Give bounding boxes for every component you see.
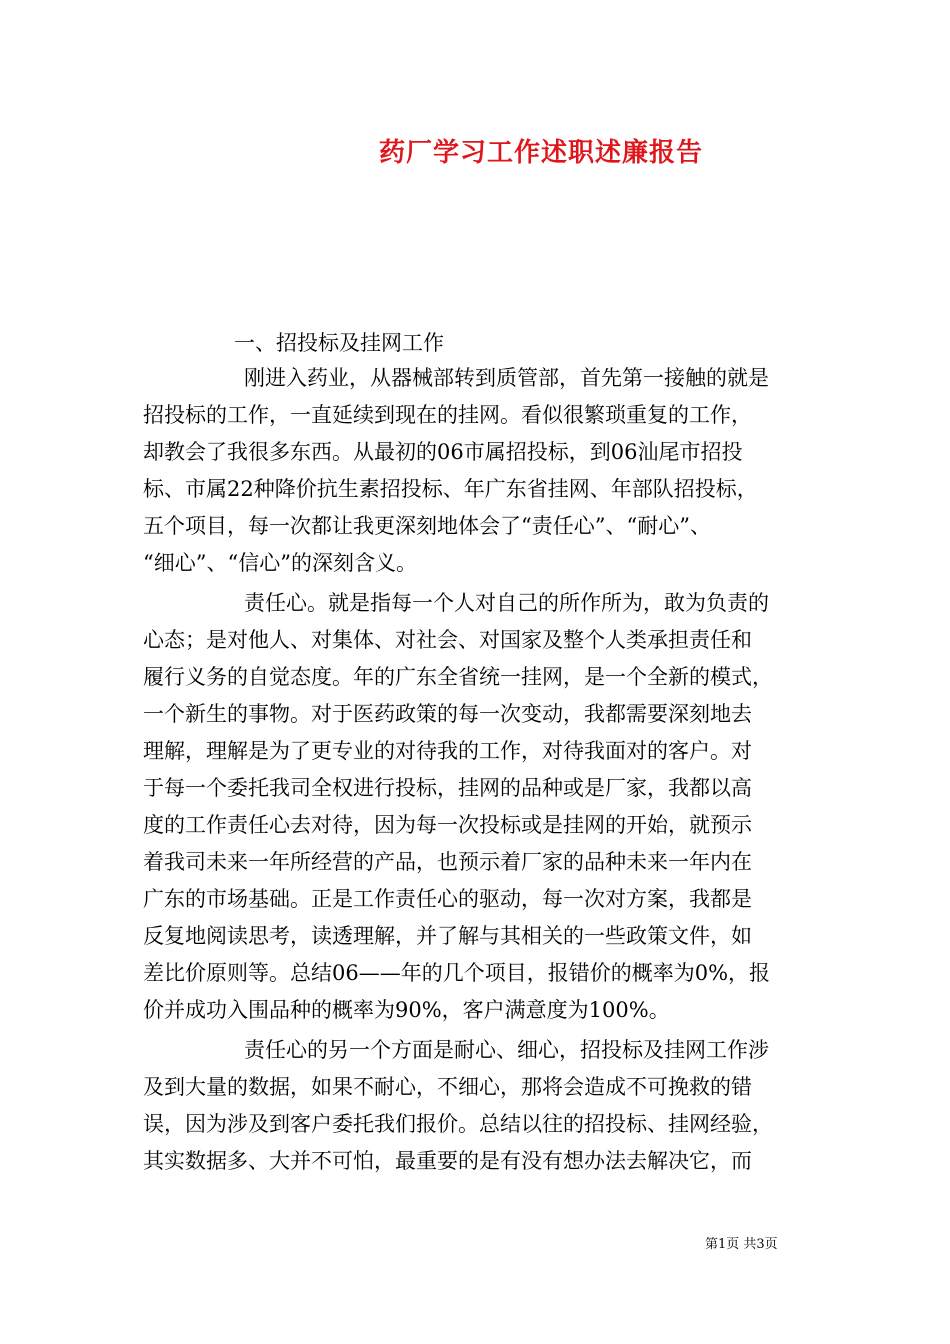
- paragraph-line: 心态；是对他人、对集体、对社会、对国家及整个人类承担责任和: [143, 628, 752, 652]
- paragraph-line: 理解，理解是为了更专业的对待我的工作，对待我面对的客户。对: [143, 739, 752, 763]
- paragraph-line: 误，因为涉及到客户委托我们报价。总结以往的招投标、挂网经验，: [143, 1112, 773, 1136]
- paragraph-line: 责任心。就是指每一个人对自己的所作所为，敢为负责的: [244, 591, 769, 615]
- paragraph-line: “细心”、“信心”的深刻含义。: [143, 551, 417, 575]
- paragraph-line: 及到大量的数据，如果不耐心，不细心，那将会造成不可挽救的错: [143, 1075, 752, 1099]
- document-title: 药厂学习工作述职述廉报告: [378, 138, 703, 168]
- paragraph: [143, 585, 815, 1029]
- paragraph-line: 刚进入药业，从器械部转到质管部，首先第一接触的就是: [244, 366, 769, 390]
- paragraph-line: 反复地阅读思考，读透理解，并了解与其相关的一些政策文件，如: [143, 924, 752, 948]
- paragraph: [143, 360, 815, 582]
- section-heading: 一、招投标及挂网工作: [234, 331, 444, 355]
- paragraph-line: 标、市属22种降价抗生素招投标、年广东省挂网、年部队招投标，: [143, 477, 758, 501]
- paragraph-line: 招投标的工作，一直延续到现在的挂网。看似很繁琐重复的工作，: [143, 403, 752, 427]
- paragraph-line: 度的工作责任心去对待，因为每一次投标或是挂网的开始，就预示: [143, 813, 752, 837]
- paragraph-line: 差比价原则等。总结06——年的几个项目，报错价的概率为0%，报: [143, 961, 771, 985]
- paragraph-line: 广东的市场基础。正是工作责任心的驱动，每一次对方案，我都是: [143, 887, 752, 911]
- document-body: [143, 326, 815, 1180]
- paragraph-line: 价并成功入围品种的概率为90%，客户满意度为100%。: [143, 998, 670, 1022]
- paragraph: [143, 1032, 815, 1180]
- paragraph-line: 其实数据多、大并不可怕，最重要的是有没有想办法去解决它，而: [143, 1149, 752, 1173]
- paragraph-line: 着我司未来一年所经营的产品，也预示着厂家的品种未来一年内在: [143, 850, 752, 874]
- paragraph-line: 于每一个委托我司全权进行投标，挂网的品种或是厂家，我都以高: [143, 776, 752, 800]
- paragraph-line: 却教会了我很多东西。从最初的06市属招投标，到06汕尾市招投: [143, 440, 743, 464]
- paragraph-line: 一个新生的事物。对于医药政策的每一次变动，我都需要深刻地去: [143, 702, 752, 726]
- paragraph-line: 履行义务的自觉态度。年的广东全省统一挂网，是一个全新的模式，: [143, 665, 773, 689]
- paragraph-line: 责任心的另一个方面是耐心、细心，招投标及挂网工作涉: [244, 1038, 769, 1062]
- paragraph-line: 五个项目，每一次都让我更深刻地体会了“责任心”、“耐心”、: [143, 514, 711, 538]
- page-number-footer: 第1页 共3页: [705, 1237, 778, 1252]
